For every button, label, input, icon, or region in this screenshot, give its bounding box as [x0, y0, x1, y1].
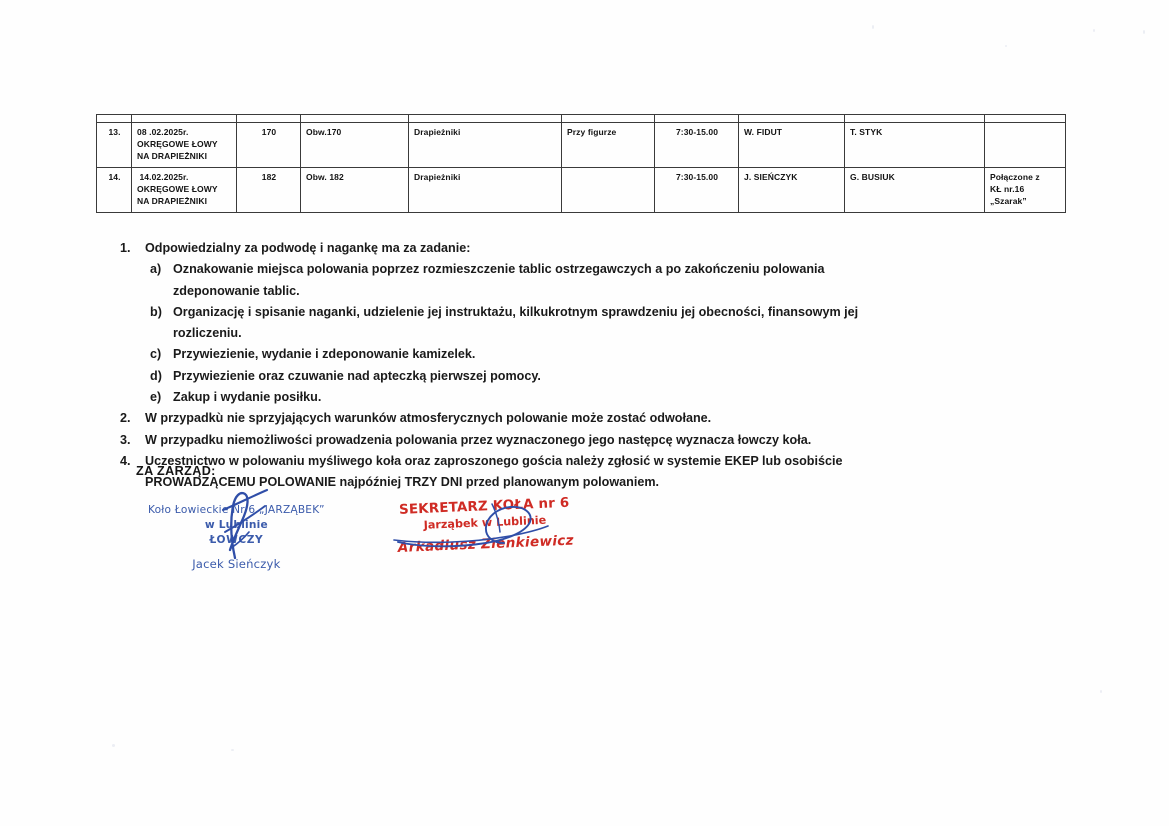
rule-text [145, 451, 885, 494]
rule-marker: 4. [120, 453, 131, 468]
rule-marker: d) [150, 368, 162, 383]
table-row [97, 123, 1066, 168]
signature-heading: ZA ZARZĄD: [136, 464, 216, 478]
cell-date-line1: 08 .02.2025r. [137, 127, 189, 137]
blue-stamp-line1: Koło Łowieckie Nr 6 „JARZĄBEK” [148, 504, 325, 516]
cell-notes [985, 168, 1066, 213]
rule-marker: e) [150, 390, 162, 405]
cell-obwod-number: 182 [237, 168, 301, 213]
cell-date-line3: NA DRAPIEŻNIKI [137, 151, 208, 162]
rule-item [0, 387, 1169, 408]
rule-text: Przywiezienie oraz czuwanie nad apteczką pierwszej pomocy. [173, 368, 541, 383]
cell-obwod: Obw.170 [301, 123, 409, 168]
cell-meeting-place: Przy figurze [562, 123, 655, 168]
rule-text: Przywiezienie, wydanie i zdeponowanie kamizelek. [173, 347, 476, 362]
spacer-cell [301, 115, 409, 123]
spacer-cell [97, 115, 132, 123]
cell-notes-line1: Połączone z [990, 172, 1040, 182]
cell-second: T. STYK [845, 123, 985, 168]
cell-notes-line3: „Szarak” [990, 196, 1027, 207]
table-spacer-row [97, 115, 1066, 123]
rule-text-line2: PROWADZĄCEMU POLOWANIE najpóźniej TRZY DNI przed planowanym polowaniem. [145, 475, 660, 490]
spacer-cell [739, 115, 845, 123]
cell-date-line2: OKRĘGOWE ŁOWY [137, 184, 218, 195]
scan-speck [1143, 30, 1145, 34]
scan-speck [1005, 45, 1007, 47]
spacer-cell [562, 115, 655, 123]
cell-date [132, 123, 237, 168]
red-stamp [396, 496, 574, 557]
blue-stamp-line2: w Lublinie [204, 519, 268, 531]
rule-item [0, 408, 1169, 429]
scan-speck [1093, 29, 1095, 32]
spacer-cell [409, 115, 562, 123]
table-row [97, 168, 1066, 213]
cell-second: G. BUSIUK [845, 168, 985, 213]
cell-leader: J. SIEŃCZYK [739, 168, 845, 213]
cell-game-kind: Drapieżniki [409, 168, 562, 213]
rule-text: Zakup i wydanie posiłku. [173, 390, 322, 405]
cell-time: 7:30-15.00 [655, 123, 739, 168]
rule-item [0, 344, 1169, 365]
rule-text: W przypadku niemożliwości prowadzenia polowania przez wyznaczonego jego następcę wyznacza łowczy koła. [145, 432, 812, 447]
spacer-cell [845, 115, 985, 123]
cell-date-line1: 14.02.2025r. [137, 172, 189, 182]
rule-item [0, 366, 1169, 387]
rule-marker: c) [150, 347, 162, 362]
cell-date-line3: NA DRAPIEŻNIKI [137, 196, 208, 207]
blue-stamp-line3: ŁOWCZY [209, 534, 264, 546]
cell-meeting-place [562, 168, 655, 213]
spacer-cell [985, 115, 1066, 123]
rule-text: W przypadkù nie sprzyjających warunków atmosferycznych polowanie może zostać odwołane. [145, 411, 712, 426]
rule-item [0, 238, 1169, 259]
red-stamp-line3: Arkadiusz Zienkiewicz [397, 532, 575, 556]
cell-lp: 13. [97, 123, 132, 168]
scan-speck [872, 25, 874, 29]
hunting-schedule-table [96, 114, 1066, 213]
spacer-cell [237, 115, 301, 123]
rule-marker: 3. [120, 432, 131, 447]
blue-stamp [148, 503, 325, 572]
cell-date [132, 168, 237, 213]
spacer-cell [655, 115, 739, 123]
scan-speck [112, 744, 115, 747]
red-stamp-line2: Jarząbek w Lublinie [423, 513, 547, 532]
cell-lp: 14. [97, 168, 132, 213]
rule-item [0, 259, 1169, 302]
rule-item [0, 430, 1169, 451]
rule-text: Oznakowanie miejsca polowania poprzez rozmieszczenie tablic ostrzegawczych a po zakończeniu polowania zdeponowanie tablic. [173, 262, 825, 298]
rule-text: Organizację i spisanie naganki, udzielenie jej instruktażu, kilkukrotnym sprawdzeniu jej obecności, finansowym jej rozliczeniu. [173, 304, 859, 341]
rule-item [0, 302, 1169, 345]
cell-date-line2: OKRĘGOWE ŁOWY [137, 139, 218, 150]
spacer-cell [132, 115, 237, 123]
cell-leader: W. FIDUT [739, 123, 845, 168]
rule-text-line1: Uczestnictwo w polowaniu myśliwego koła oraz zaproszonego gościa należy zgłosić w systemie EKEP lub osobiście [145, 453, 843, 468]
blue-stamp-signature-name: Jacek Sieńczyk [192, 557, 281, 571]
cell-notes-line2: KŁ nr.16 [990, 184, 1025, 195]
rule-marker: 1. [120, 241, 131, 255]
cell-obwod: Obw. 182 [301, 168, 409, 213]
rule-marker: 2. [120, 411, 131, 426]
scan-speck [1100, 690, 1102, 693]
cell-notes [985, 123, 1066, 168]
rule-marker: b) [150, 304, 162, 319]
scan-speck [231, 749, 234, 751]
rules-list [0, 238, 1169, 494]
red-stamp-line1: SEKRETARZ KOŁA nr 6 [398, 495, 570, 518]
cell-game-kind: Drapieżniki [409, 123, 562, 168]
rule-marker: a) [150, 262, 162, 277]
cell-time: 7:30-15.00 [655, 168, 739, 213]
rule-text: Odpowiedzialny za podwodę i nagankę ma za zadanie: [145, 241, 471, 255]
cell-obwod-number: 170 [237, 123, 301, 168]
